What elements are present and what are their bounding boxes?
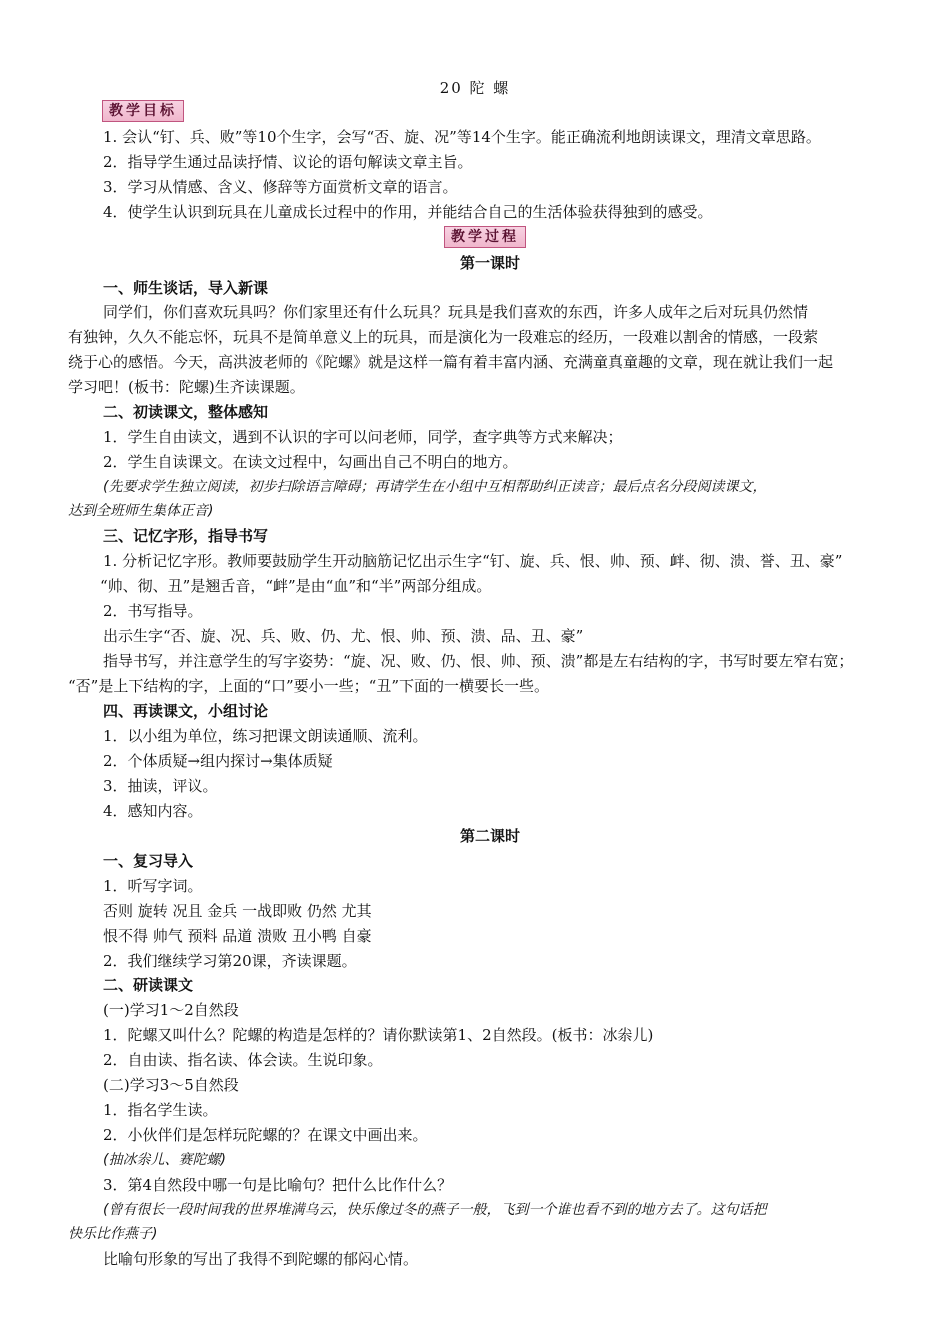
lesson1-section4-line3: 3．抽读，评议。 (103, 777, 218, 795)
document-title: 20 陀 螺 (439, 79, 511, 97)
objective-1: 1. 会认“钉、兵、败”等10个生字，会写“否、旋、况”等14个生字。能正确流利地朗读课文，理清文章思路。 (103, 128, 821, 146)
lesson2-section1-line1: 1．听写字词。 (103, 877, 203, 895)
lesson2-part2-note2: (曾有很长一段时间我的世界堆满乌云，快乐像过冬的燕子一般，飞到一个谁也看不到的地方去了。这句话把 (103, 1202, 767, 1218)
lesson1-section1-line1: 同学们，你们喜欢玩具吗？你们家里还有什么玩具？玩具是我们喜欢的东西，许多人成年之后对玩具仍然情 (103, 303, 809, 321)
lesson1-section3-line6: “否”是上下结构的字，上面的“口”要小一些；“丑”下面的一横要长一些。 (68, 677, 550, 695)
lesson1-section3-line2: “帅、彻、丑”是翘舌音，“衅”是由“血”和“半”两部分组成。 (100, 577, 492, 595)
lesson1-section4-line2: 2．个体质疑→组内探讨→集体质疑 (103, 752, 333, 770)
lesson1-section2-line1: 1．学生自由读文，遇到不认识的字可以问老师，同学，查字典等方式来解决； (103, 428, 623, 446)
lesson1-section3-line5: 指导书写，并注意学生的写字姿势：“旋、况、败、仍、恨、帅、预、溃”都是左右结构的字，书写时要左窄右宽； (103, 652, 854, 670)
lesson1-section1-line2: 有独钟，久久不能忘怀，玩具不是简单意义上的玩具，而是演化为一段难忘的经历，一段难以割舍的情感，一段萦 (68, 328, 819, 346)
lesson1-heading: 第一课时 (459, 254, 520, 272)
objective-3: 3．学习从情感、含义、修辞等方面赏析文章的语言。 (103, 178, 458, 196)
objectives-badge: 教学目标 (102, 100, 184, 122)
lesson1-section1-title: 一、师生谈话，导入新课 (103, 279, 269, 297)
lesson1-section3-line4: 出示生字“否、旋、况、兵、败、仍、尤、恨、帅、预、溃、品、丑、豪” (103, 627, 584, 645)
lesson2-section1-title: 一、复习导入 (103, 852, 194, 870)
lesson1-section2-line2: 2．学生自读课文。在读文过程中，勾画出自己不明白的地方。 (103, 453, 518, 471)
lesson1-section3-title: 三、记忆字形，指导书写 (103, 527, 269, 545)
lesson1-section4-line4: 4．感知内容。 (103, 802, 203, 820)
lesson2-section2-title: 二、研读课文 (103, 976, 194, 994)
lesson2-part2-note1: (抽冰尜儿、赛陀螺) (103, 1152, 226, 1168)
lesson2-part2-title: (二)学习3～5自然段 (103, 1076, 239, 1094)
lesson2-part1-title: (一)学习1～2自然段 (103, 1001, 239, 1019)
lesson1-section2-title: 二、初读课文，整体感知 (103, 403, 269, 421)
lesson2-word-list-1: 否则 旋转 况且 金兵 一战即败 仍然 尤其 (103, 902, 372, 920)
lesson2-part2-line2: 2．小伙伴们是怎样玩陀螺的？在课文中画出来。 (103, 1126, 428, 1144)
lesson2-part1-line1: 1．陀螺又叫什么？陀螺的构造是怎样的？请你默读第1、2自然段。(板书：冰尜儿) (103, 1026, 654, 1044)
lesson1-section4-line1: 1．以小组为单位，练习把课文朗读通顺、流利。 (103, 727, 428, 745)
lesson1-section1-line4: 学习吧！(板书：陀螺)生齐读课题。 (68, 378, 305, 396)
lesson1-section1-line3: 绕于心的感悟。今天，高洪波老师的《陀螺》就是这样一篇有着丰富内涵、充满童真童趣的文章，现在就让我们一起 (68, 353, 834, 371)
lesson2-part2-note3: 快乐比作燕子) (68, 1226, 158, 1242)
lesson1-section2-note1: (先要求学生独立阅读，初步扫除语言障碍；再请学生在小组中互相帮助纠正读音；最后点名分段阅读课文， (103, 479, 767, 495)
lesson2-part2-line3: 3．第4自然段中哪一句是比喻句？把什么比作什么？ (103, 1176, 453, 1194)
lesson2-heading: 第二课时 (459, 827, 520, 845)
lesson2-section1-line4: 2．我们继续学习第20课，齐读课题。 (103, 952, 357, 970)
lesson1-section4-title: 四、再读课文，小组讨论 (103, 702, 269, 720)
lesson2-word-list-2: 恨不得 帅气 预料 品道 溃败 丑小鸭 自豪 (103, 927, 372, 945)
objective-2: 2．指导学生通过品读抒情、议论的语句解读文章主旨。 (103, 153, 473, 171)
process-badge: 教学过程 (444, 226, 526, 248)
lesson2-part2-line4: 比喻句形象的写出了我得不到陀螺的郁闷心情。 (103, 1250, 419, 1268)
lesson2-part2-line1: 1．指名学生读。 (103, 1101, 218, 1119)
lesson1-section2-note2: 达到全班师生集体正音) (68, 503, 214, 519)
lesson1-section3-line1: 1. 分析记忆字形。教师要鼓励学生开动脑筋记忆出示生字“钉、旋、兵、恨、帅、预、衅、彻、溃、誉、丑、豪” (103, 552, 843, 570)
lesson2-part1-line2: 2．自由读、指名读、体会读。生说印象。 (103, 1051, 383, 1069)
objective-4: 4．使学生认识到玩具在儿童成长过程中的作用，并能结合自己的生活体验获得独到的感受。 (103, 203, 713, 221)
lesson1-section3-line3: 2．书写指导。 (103, 602, 203, 620)
